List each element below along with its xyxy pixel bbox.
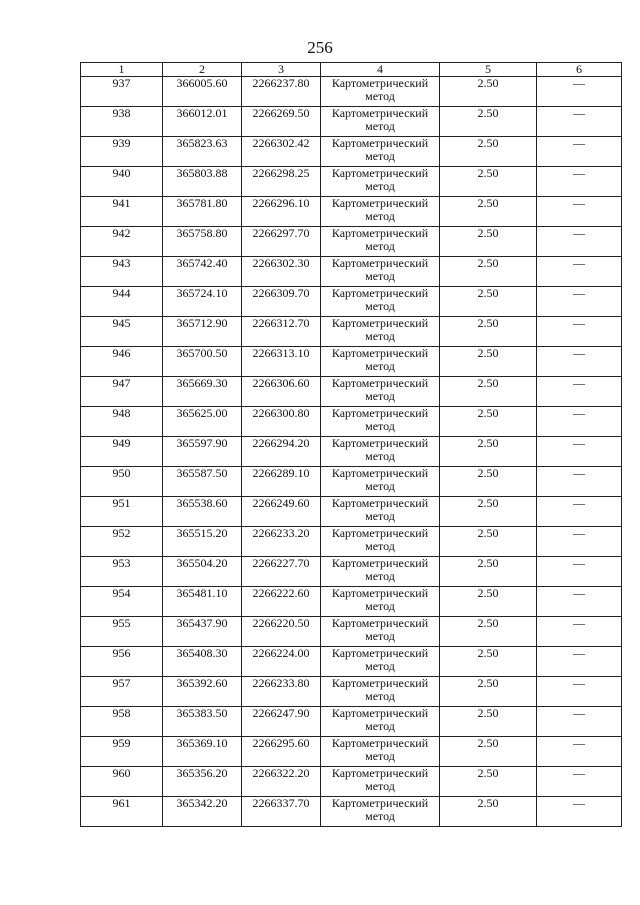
point-number-cell: 943 bbox=[81, 257, 163, 287]
method-cell: Картометрический метод bbox=[321, 137, 440, 167]
accuracy-cell: 2.50 bbox=[440, 287, 537, 317]
table-row bbox=[81, 167, 622, 197]
point-number-cell: 954 bbox=[81, 587, 163, 617]
method-cell: Картометрический метод bbox=[321, 527, 440, 557]
y-coordinate-cell: 2266233.80 bbox=[242, 677, 321, 707]
note-cell: — bbox=[537, 437, 622, 467]
point-number-cell: 961 bbox=[81, 797, 163, 827]
table-row bbox=[81, 257, 622, 287]
table-row bbox=[81, 287, 622, 317]
note-cell: — bbox=[537, 797, 622, 827]
note-cell: — bbox=[537, 497, 622, 527]
table-row bbox=[81, 527, 622, 557]
y-coordinate-cell: 2266322.20 bbox=[242, 767, 321, 797]
table-row bbox=[81, 587, 622, 617]
x-coordinate-cell: 365587.50 bbox=[163, 467, 242, 497]
note-cell: — bbox=[537, 77, 622, 107]
y-coordinate-cell: 2266269.50 bbox=[242, 107, 321, 137]
note-cell: — bbox=[537, 167, 622, 197]
note-cell: — bbox=[537, 227, 622, 257]
y-coordinate-cell: 2266313.10 bbox=[242, 347, 321, 377]
method-cell: Картометрический метод bbox=[321, 407, 440, 437]
x-coordinate-cell: 365803.88 bbox=[163, 167, 242, 197]
method-cell: Картометрический метод bbox=[321, 377, 440, 407]
accuracy-cell: 2.50 bbox=[440, 527, 537, 557]
y-coordinate-cell: 2266237.80 bbox=[242, 77, 321, 107]
y-coordinate-cell: 2266247.90 bbox=[242, 707, 321, 737]
accuracy-cell: 2.50 bbox=[440, 167, 537, 197]
x-coordinate-cell: 366012.01 bbox=[163, 107, 242, 137]
method-cell: Картометрический метод bbox=[321, 557, 440, 587]
method-cell: Картометрический метод bbox=[321, 677, 440, 707]
coordinates-table bbox=[80, 62, 622, 827]
note-cell: — bbox=[537, 377, 622, 407]
table-row bbox=[81, 617, 622, 647]
point-number-cell: 960 bbox=[81, 767, 163, 797]
table-row bbox=[81, 107, 622, 137]
y-coordinate-cell: 2266296.10 bbox=[242, 197, 321, 227]
column-header: 2 bbox=[163, 63, 242, 77]
point-number-cell: 952 bbox=[81, 527, 163, 557]
x-coordinate-cell: 365781.80 bbox=[163, 197, 242, 227]
note-cell: — bbox=[537, 287, 622, 317]
y-coordinate-cell: 2266289.10 bbox=[242, 467, 321, 497]
y-coordinate-cell: 2266298.25 bbox=[242, 167, 321, 197]
x-coordinate-cell: 365437.90 bbox=[163, 617, 242, 647]
x-coordinate-cell: 365742.40 bbox=[163, 257, 242, 287]
table-row bbox=[81, 467, 622, 497]
method-cell: Картометрический метод bbox=[321, 287, 440, 317]
column-header: 3 bbox=[242, 63, 321, 77]
accuracy-cell: 2.50 bbox=[440, 437, 537, 467]
point-number-cell: 941 bbox=[81, 197, 163, 227]
x-coordinate-cell: 365758.80 bbox=[163, 227, 242, 257]
point-number-cell: 945 bbox=[81, 317, 163, 347]
x-coordinate-cell: 365669.30 bbox=[163, 377, 242, 407]
x-coordinate-cell: 365538.60 bbox=[163, 497, 242, 527]
table-row bbox=[81, 737, 622, 767]
table-row bbox=[81, 557, 622, 587]
accuracy-cell: 2.50 bbox=[440, 707, 537, 737]
point-number-cell: 944 bbox=[81, 287, 163, 317]
point-number-cell: 959 bbox=[81, 737, 163, 767]
table-row bbox=[81, 197, 622, 227]
note-cell: — bbox=[537, 647, 622, 677]
note-cell: — bbox=[537, 107, 622, 137]
method-cell: Картометрический метод bbox=[321, 227, 440, 257]
method-cell: Картометрический метод bbox=[321, 617, 440, 647]
x-coordinate-cell: 365392.60 bbox=[163, 677, 242, 707]
note-cell: — bbox=[537, 467, 622, 497]
accuracy-cell: 2.50 bbox=[440, 407, 537, 437]
x-coordinate-cell: 365504.20 bbox=[163, 557, 242, 587]
accuracy-cell: 2.50 bbox=[440, 377, 537, 407]
accuracy-cell: 2.50 bbox=[440, 107, 537, 137]
x-coordinate-cell: 366005.60 bbox=[163, 77, 242, 107]
x-coordinate-cell: 365356.20 bbox=[163, 767, 242, 797]
accuracy-cell: 2.50 bbox=[440, 677, 537, 707]
accuracy-cell: 2.50 bbox=[440, 77, 537, 107]
y-coordinate-cell: 2266233.20 bbox=[242, 527, 321, 557]
method-cell: Картометрический метод bbox=[321, 347, 440, 377]
note-cell: — bbox=[537, 617, 622, 647]
table-row bbox=[81, 137, 622, 167]
accuracy-cell: 2.50 bbox=[440, 497, 537, 527]
point-number-cell: 957 bbox=[81, 677, 163, 707]
table-row bbox=[81, 767, 622, 797]
method-cell: Картометрический метод bbox=[321, 107, 440, 137]
point-number-cell: 947 bbox=[81, 377, 163, 407]
note-cell: — bbox=[537, 317, 622, 347]
point-number-cell: 942 bbox=[81, 227, 163, 257]
y-coordinate-cell: 2266227.70 bbox=[242, 557, 321, 587]
point-number-cell: 953 bbox=[81, 557, 163, 587]
x-coordinate-cell: 365712.90 bbox=[163, 317, 242, 347]
method-cell: Картометрический метод bbox=[321, 257, 440, 287]
accuracy-cell: 2.50 bbox=[440, 737, 537, 767]
accuracy-cell: 2.50 bbox=[440, 227, 537, 257]
x-coordinate-cell: 365383.50 bbox=[163, 707, 242, 737]
column-header: 5 bbox=[440, 63, 537, 77]
note-cell: — bbox=[537, 737, 622, 767]
x-coordinate-cell: 365700.50 bbox=[163, 347, 242, 377]
y-coordinate-cell: 2266312.70 bbox=[242, 317, 321, 347]
method-cell: Картометрический метод bbox=[321, 437, 440, 467]
accuracy-cell: 2.50 bbox=[440, 557, 537, 587]
method-cell: Картометрический метод bbox=[321, 167, 440, 197]
y-coordinate-cell: 2266300.80 bbox=[242, 407, 321, 437]
accuracy-cell: 2.50 bbox=[440, 137, 537, 167]
method-cell: Картометрический метод bbox=[321, 197, 440, 227]
x-coordinate-cell: 365724.10 bbox=[163, 287, 242, 317]
y-coordinate-cell: 2266249.60 bbox=[242, 497, 321, 527]
x-coordinate-cell: 365515.20 bbox=[163, 527, 242, 557]
note-cell: — bbox=[537, 347, 622, 377]
table-row bbox=[81, 437, 622, 467]
point-number-cell: 938 bbox=[81, 107, 163, 137]
column-header: 1 bbox=[81, 63, 163, 77]
method-cell: Картометрический метод bbox=[321, 497, 440, 527]
note-cell: — bbox=[537, 257, 622, 287]
note-cell: — bbox=[537, 767, 622, 797]
point-number-cell: 948 bbox=[81, 407, 163, 437]
x-coordinate-cell: 365625.00 bbox=[163, 407, 242, 437]
point-number-cell: 958 bbox=[81, 707, 163, 737]
point-number-cell: 946 bbox=[81, 347, 163, 377]
table-row bbox=[81, 647, 622, 677]
table-row bbox=[81, 497, 622, 527]
y-coordinate-cell: 2266306.60 bbox=[242, 377, 321, 407]
method-cell: Картометрический метод bbox=[321, 737, 440, 767]
page-number: 256 bbox=[307, 38, 333, 57]
method-cell: Картометрический метод bbox=[321, 797, 440, 827]
table-row bbox=[81, 677, 622, 707]
table-row bbox=[81, 707, 622, 737]
y-coordinate-cell: 2266294.20 bbox=[242, 437, 321, 467]
accuracy-cell: 2.50 bbox=[440, 197, 537, 227]
method-cell: Картометрический метод bbox=[321, 587, 440, 617]
accuracy-cell: 2.50 bbox=[440, 617, 537, 647]
table-row bbox=[81, 797, 622, 827]
accuracy-cell: 2.50 bbox=[440, 257, 537, 287]
y-coordinate-cell: 2266297.70 bbox=[242, 227, 321, 257]
y-coordinate-cell: 2266302.42 bbox=[242, 137, 321, 167]
note-cell: — bbox=[537, 197, 622, 227]
table-row bbox=[81, 77, 622, 107]
table-row bbox=[81, 407, 622, 437]
method-cell: Картометрический метод bbox=[321, 317, 440, 347]
table-row bbox=[81, 317, 622, 347]
y-coordinate-cell: 2266302.30 bbox=[242, 257, 321, 287]
x-coordinate-cell: 365342.20 bbox=[163, 797, 242, 827]
method-cell: Картометрический метод bbox=[321, 707, 440, 737]
method-cell: Картометрический метод bbox=[321, 467, 440, 497]
accuracy-cell: 2.50 bbox=[440, 317, 537, 347]
point-number-cell: 955 bbox=[81, 617, 163, 647]
note-cell: — bbox=[537, 587, 622, 617]
accuracy-cell: 2.50 bbox=[440, 767, 537, 797]
x-coordinate-cell: 365369.10 bbox=[163, 737, 242, 767]
x-coordinate-cell: 365823.63 bbox=[163, 137, 242, 167]
point-number-cell: 940 bbox=[81, 167, 163, 197]
note-cell: — bbox=[537, 407, 622, 437]
point-number-cell: 937 bbox=[81, 77, 163, 107]
y-coordinate-cell: 2266222.60 bbox=[242, 587, 321, 617]
note-cell: — bbox=[537, 557, 622, 587]
x-coordinate-cell: 365481.10 bbox=[163, 587, 242, 617]
accuracy-cell: 2.50 bbox=[440, 647, 537, 677]
table-row bbox=[81, 377, 622, 407]
accuracy-cell: 2.50 bbox=[440, 797, 537, 827]
column-header: 6 bbox=[537, 63, 622, 77]
x-coordinate-cell: 365408.30 bbox=[163, 647, 242, 677]
table-row bbox=[81, 227, 622, 257]
y-coordinate-cell: 2266220.50 bbox=[242, 617, 321, 647]
point-number-cell: 939 bbox=[81, 137, 163, 167]
point-number-cell: 951 bbox=[81, 497, 163, 527]
note-cell: — bbox=[537, 707, 622, 737]
table-header-row bbox=[81, 63, 622, 77]
column-header: 4 bbox=[321, 63, 440, 77]
point-number-cell: 950 bbox=[81, 467, 163, 497]
method-cell: Картометрический метод bbox=[321, 77, 440, 107]
point-number-cell: 956 bbox=[81, 647, 163, 677]
x-coordinate-cell: 365597.90 bbox=[163, 437, 242, 467]
accuracy-cell: 2.50 bbox=[440, 587, 537, 617]
note-cell: — bbox=[537, 677, 622, 707]
note-cell: — bbox=[537, 527, 622, 557]
table-row bbox=[81, 347, 622, 377]
point-number-cell: 949 bbox=[81, 437, 163, 467]
method-cell: Картометрический метод bbox=[321, 767, 440, 797]
accuracy-cell: 2.50 bbox=[440, 347, 537, 377]
method-cell: Картометрический метод bbox=[321, 647, 440, 677]
y-coordinate-cell: 2266309.70 bbox=[242, 287, 321, 317]
note-cell: — bbox=[537, 137, 622, 167]
y-coordinate-cell: 2266224.00 bbox=[242, 647, 321, 677]
y-coordinate-cell: 2266295.60 bbox=[242, 737, 321, 767]
accuracy-cell: 2.50 bbox=[440, 467, 537, 497]
y-coordinate-cell: 2266337.70 bbox=[242, 797, 321, 827]
